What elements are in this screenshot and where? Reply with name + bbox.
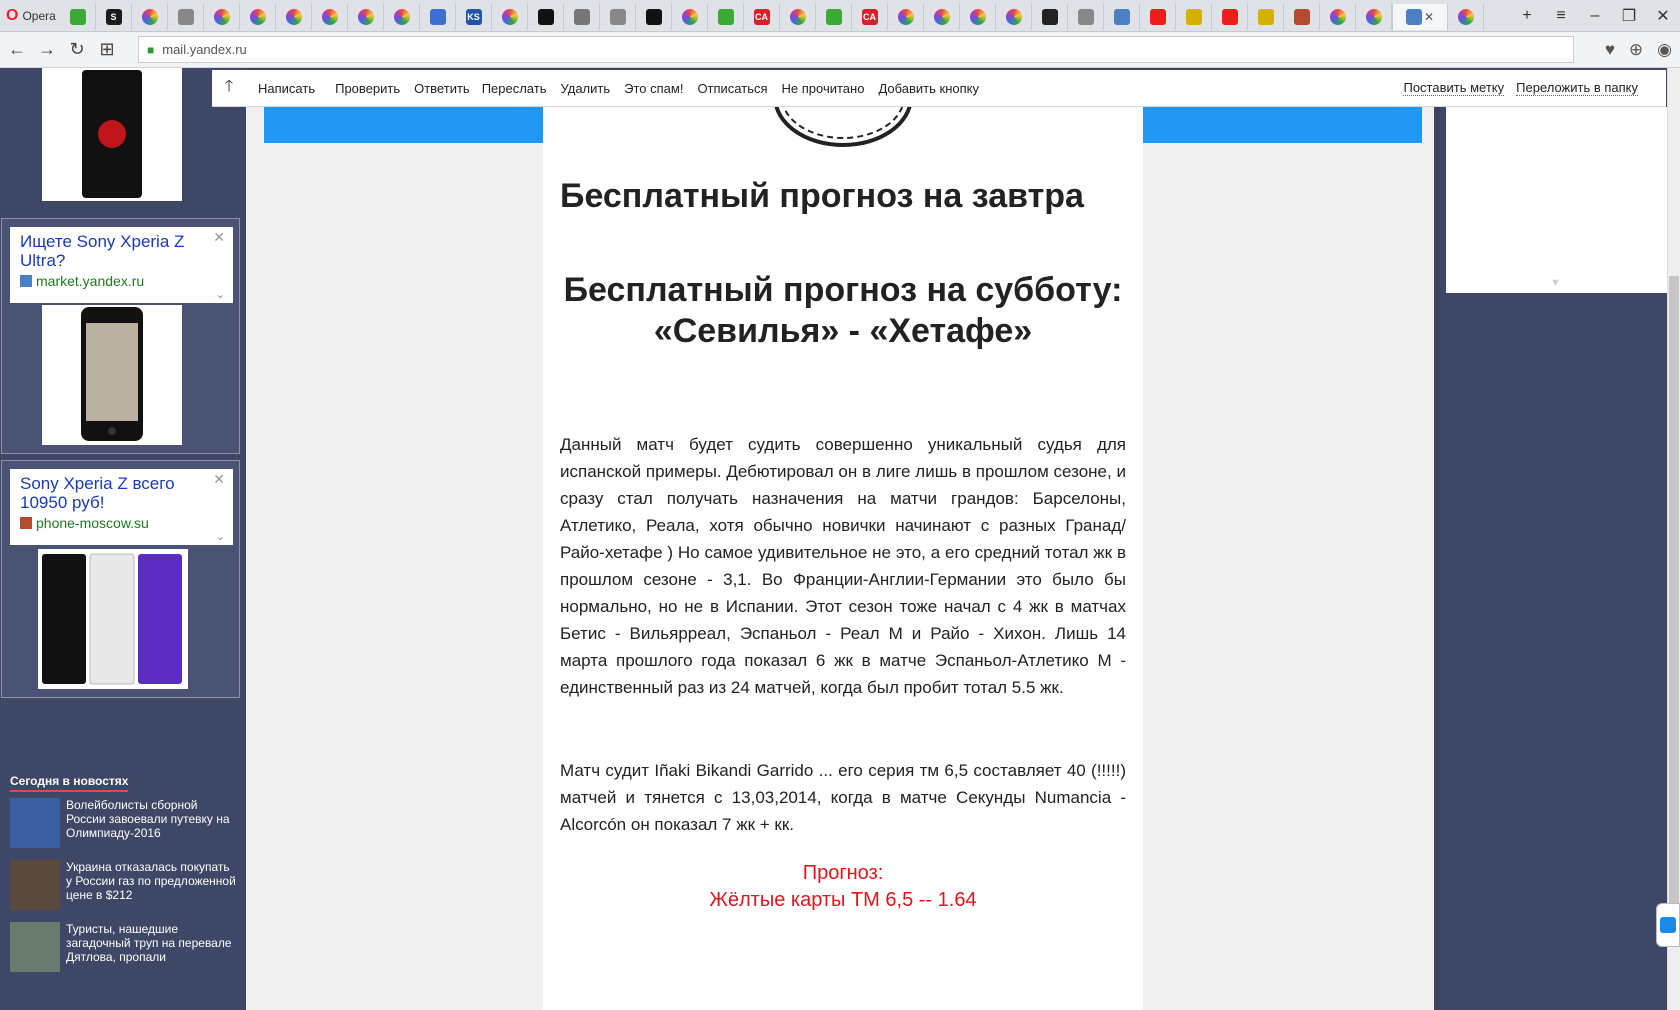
news-thumbnail[interactable] — [10, 922, 60, 972]
spam-button[interactable]: Это спам! — [624, 80, 684, 96]
browser-tab[interactable] — [816, 4, 852, 30]
browser-tab[interactable] — [348, 4, 384, 30]
phone-icon — [79, 307, 145, 443]
browser-tab[interactable] — [1448, 4, 1484, 30]
close-icon[interactable]: ✕ — [213, 471, 225, 487]
news-thumbnail[interactable] — [10, 798, 60, 848]
address-bar[interactable] — [138, 36, 1574, 63]
colorful-circle-icon — [286, 9, 302, 25]
opera-logo-icon: O — [6, 6, 19, 24]
browser-tab[interactable] — [780, 4, 816, 30]
ad-text-block[interactable] — [10, 227, 233, 303]
mail-toolbar — [212, 70, 1666, 107]
toolbar-right-actions — [1403, 80, 1638, 96]
colorful-circle-icon — [1366, 9, 1382, 25]
news-item-text[interactable]: Волейболисты сборной России завоевали путевку на Олимпиаду-2016 — [66, 798, 230, 840]
colorful-circle-icon — [1458, 9, 1474, 25]
letter-paragraph-1: Данный матч будет судить совершенно уникальный судья для испанской примеры. Дебютировал он в лиге лишь в прошлом сезоне, и сразу стал получать назначения на матчи грандов: Барселоны, Атлетико, Реала, хотя обычно новички начинают с разных Гранад/Райо-хетафе ) Но самое удивительное не это, а его средний тотал жк в прошлом сезоне - 3,1. Во Франции-Англии-Германии это было бы нормально, но не в Испании. Этот сезон тоже начал с 4 жк в матчах Бетис - Вильярреал, Эспаньол - Реал М и Райо - Хихон. Лишь 14 марта прошлого года показал 6 жк в матче Эспаньол-Атлетико М - единственный раз из 24 матчей, когда был пробит тотал 5.5 жк. — [560, 435, 1126, 697]
browser-tab[interactable] — [168, 4, 204, 30]
url-text: mail.yandex.ru — [162, 42, 247, 57]
chevron-down-icon[interactable]: ⌄ — [215, 531, 225, 543]
green-circle-icon — [70, 9, 86, 25]
colorful-circle-icon — [322, 9, 338, 25]
colorful-circle-icon — [934, 9, 950, 25]
letter-subheading: Бесплатный прогноз на субботу: «Севилья» - «Хетафе» — [563, 271, 1123, 350]
browser-tab[interactable] — [1104, 4, 1140, 30]
browser-tab[interactable] — [924, 4, 960, 30]
teamviewer-icon[interactable] — [1656, 903, 1680, 947]
news-item-text[interactable]: Туристы, нашедшие загадочный труп на перевале Дятлова, пропали — [66, 922, 232, 964]
browser-tab[interactable] — [1284, 4, 1320, 30]
browser-tab[interactable] — [1212, 4, 1248, 30]
youtube-icon — [1222, 9, 1238, 25]
ad-title[interactable]: Sony Xperia Z всего 10950 руб! — [20, 474, 175, 512]
colorful-circle-icon — [214, 9, 230, 25]
colorful-circle-icon — [1006, 9, 1022, 25]
speed-dial-icon[interactable]: ⊞ — [99, 39, 115, 59]
phone-icon — [40, 552, 186, 686]
browser-tab[interactable] — [132, 4, 168, 30]
browser-tab[interactable] — [564, 4, 600, 30]
browser-tab[interactable] — [672, 4, 708, 30]
new-tab-icon[interactable]: + — [1522, 7, 1532, 24]
news-item-text[interactable]: Украина отказалась покупать у России газ по предложенной цене в $212 — [66, 860, 236, 902]
browser-tab[interactable] — [276, 4, 312, 30]
forward-button[interactable]: Переслать — [481, 80, 547, 96]
youtube-icon — [1150, 9, 1166, 25]
account-icon[interactable]: ◉ — [1657, 40, 1672, 59]
news-thumbnail[interactable] — [10, 860, 60, 910]
lock-icon: ■ — [147, 42, 155, 57]
scroll-up-icon[interactable]: 🡑 — [224, 77, 234, 95]
check-icon — [646, 9, 662, 25]
forecast-label: Прогноз: — [802, 862, 884, 884]
browser-tab[interactable] — [312, 4, 348, 30]
news-item[interactable] — [10, 922, 236, 974]
page-icon — [178, 9, 194, 25]
ca-icon: CA — [754, 9, 770, 25]
browser-tab[interactable] — [204, 4, 240, 30]
colorful-circle-icon — [682, 9, 698, 25]
castle-icon — [1294, 9, 1310, 25]
colorful-circle-icon — [898, 9, 914, 25]
phone-icon — [77, 70, 147, 200]
play-icon — [1258, 9, 1274, 25]
bird-icon — [574, 9, 590, 25]
browser-tab[interactable] — [456, 4, 492, 30]
tabs-list — [60, 2, 1484, 30]
browser-tab[interactable] — [384, 4, 420, 30]
scrollbar-thumb[interactable] — [1669, 276, 1679, 942]
market-icon — [20, 275, 32, 287]
right-ad-panel — [1446, 107, 1668, 293]
browser-tab[interactable] — [1176, 4, 1212, 30]
play-icon — [1186, 9, 1202, 25]
castle-icon — [20, 517, 32, 529]
green-square-icon — [718, 9, 734, 25]
browser-tab[interactable] — [420, 4, 456, 30]
compose-button[interactable]: Написать — [258, 80, 316, 96]
delete-button[interactable]: Удалить — [560, 80, 611, 96]
ad-title[interactable]: Ищете Sony Xperia Z Ultra? — [20, 232, 185, 270]
mail-icon — [1114, 9, 1130, 25]
browser-tab[interactable] — [96, 4, 132, 30]
ad-card-xperia-ultra[interactable] — [1, 218, 240, 454]
browser-tab[interactable] — [240, 4, 276, 30]
opera-brand-label: Opera — [22, 8, 56, 23]
left-sidebar — [0, 68, 246, 1010]
tab-menu-icon[interactable]: ≡ — [1556, 7, 1566, 24]
page-icon — [610, 9, 626, 25]
letter-paragraph-2: Матч судит Iñaki Bikandi Garrido ... его серия тм 6,5 составляет 40 (!!!!!) матчей и тянется с 13,03,2014, когда в матче Секунды Numancia - Alcorcón он показал 7 жк + кк. — [560, 761, 1126, 834]
browser-tab[interactable] — [708, 4, 744, 30]
unsubscribe-button[interactable]: Отписаться — [697, 80, 768, 96]
letter-heading: Бесплатный прогноз на завтра — [560, 177, 1084, 215]
browser-tab[interactable] — [1320, 4, 1356, 30]
forecast-value: Жёлтые карты ТМ 6,5 -- 1.64 — [709, 889, 977, 911]
browser-tab[interactable] — [1248, 4, 1284, 30]
check-icon — [538, 9, 554, 25]
ad-card-xperia-z[interactable] — [1, 460, 240, 698]
move-to-folder-button[interactable]: Переложить в папку — [1516, 80, 1638, 95]
page-icon — [1078, 9, 1094, 25]
forward-icon[interactable]: → — [38, 39, 56, 59]
colorful-circle-icon — [250, 9, 266, 25]
browser-tab[interactable] — [1032, 4, 1068, 30]
letter-body — [543, 107, 1143, 1010]
browser-tab[interactable] — [528, 4, 564, 30]
browser-tab[interactable] — [852, 4, 888, 30]
navigation-bar — [0, 32, 1680, 68]
news-heading[interactable]: Сегодня в новостях — [10, 774, 128, 792]
add-button-button[interactable]: Добавить кнопку — [878, 80, 979, 96]
ad-phone-image[interactable] — [42, 68, 182, 201]
colorful-circle-icon — [394, 9, 410, 25]
browser-tab[interactable] — [960, 4, 996, 30]
colorful-circle-icon — [142, 9, 158, 25]
browser-tab[interactable] — [60, 4, 96, 30]
mail-icon — [1406, 9, 1422, 25]
reload-icon[interactable]: ↻ — [69, 39, 85, 59]
restore-icon[interactable]: ❐ — [1621, 8, 1637, 25]
browser-tab[interactable] — [888, 4, 924, 30]
ad-phone-image[interactable] — [42, 305, 182, 445]
chevron-down-icon[interactable]: ▼ — [1550, 277, 1561, 289]
minimize-icon[interactable]: – — [1590, 7, 1600, 24]
browser-tab[interactable] — [600, 4, 636, 30]
s-icon: S — [106, 9, 122, 25]
download-icon[interactable]: ⊕ — [1628, 40, 1644, 59]
close-icon[interactable]: ✕ — [213, 229, 225, 245]
ad-text-block[interactable] — [10, 469, 233, 545]
ca-icon: CA — [862, 9, 878, 25]
green-square-icon — [826, 9, 842, 25]
colorful-circle-icon — [970, 9, 986, 25]
browser-tab[interactable] — [744, 4, 780, 30]
browser-tab[interactable] — [1356, 4, 1392, 30]
nav-right-actions — [1605, 36, 1672, 64]
opera-menu-button[interactable] — [0, 2, 60, 30]
colorful-circle-icon — [790, 9, 806, 25]
colorful-circle-icon — [502, 9, 518, 25]
news-item[interactable] — [10, 798, 236, 850]
browser-tab[interactable] — [996, 4, 1032, 30]
browser-tab[interactable] — [1140, 4, 1176, 30]
doc-icon — [430, 9, 446, 25]
colorful-circle-icon — [358, 9, 374, 25]
browser-tab[interactable] — [636, 4, 672, 30]
ball-icon — [1042, 9, 1058, 25]
browser-tab[interactable] — [1068, 4, 1104, 30]
colorful-circle-icon — [1330, 9, 1346, 25]
ks-icon: KS — [466, 9, 482, 25]
ad-domain: phone-moscow.su — [20, 515, 223, 531]
close-tab-icon[interactable]: ✕ — [1423, 9, 1435, 24]
browser-tab[interactable] — [1392, 4, 1448, 30]
check-mail-button[interactable]: Проверить — [335, 80, 401, 96]
chevron-down-icon[interactable]: ⌄ — [215, 289, 225, 301]
window-controls — [1510, 0, 1680, 32]
ad-phone-image[interactable] — [38, 549, 188, 689]
back-icon[interactable]: ← — [8, 39, 26, 59]
set-label-button[interactable]: Поставить метку — [1403, 80, 1505, 95]
ad-domain: market.yandex.ru — [20, 273, 223, 289]
browser-tab[interactable] — [492, 4, 528, 30]
mark-unread-button[interactable]: Не прочитано — [781, 80, 865, 96]
close-window-icon[interactable]: ✕ — [1656, 8, 1670, 25]
reply-button[interactable]: Ответить — [414, 80, 470, 96]
tab-strip — [0, 0, 1680, 32]
news-item[interactable] — [10, 860, 236, 912]
heart-icon[interactable]: ♥ — [1604, 40, 1615, 59]
